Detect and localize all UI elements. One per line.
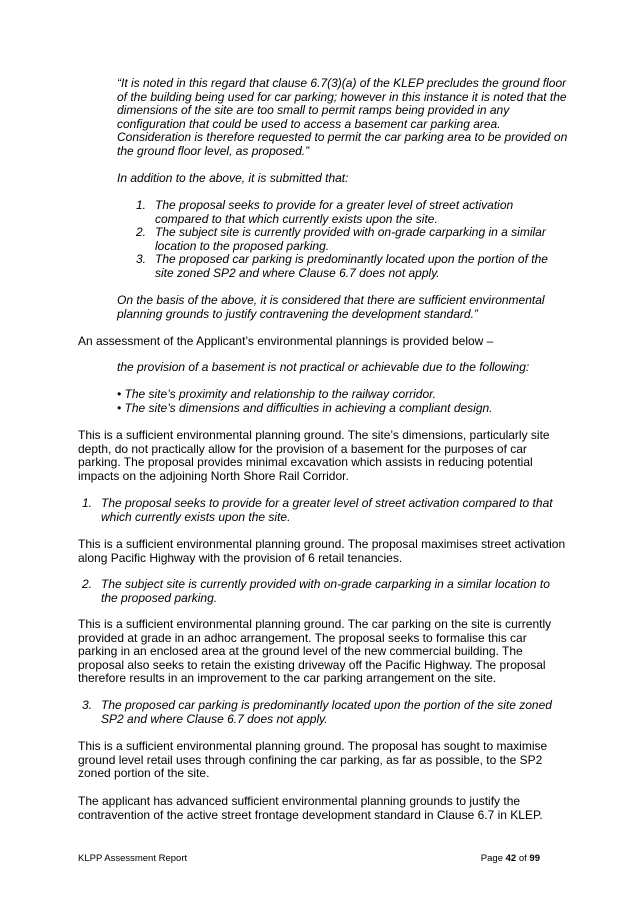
point-3: 3. The proposed car parking is predominantly located upon the portion of the site zoned SP2 and where Clause 6.7 does not apply. xyxy=(82,698,552,726)
footer-page-number: Page 42 of 99 xyxy=(480,853,540,864)
list-item: 3. The proposed car parking is predominantly located upon the portion of the site zoned SP2 and where Clause 6.7 does not apply. xyxy=(136,252,548,280)
footer-report-name: KLPP Assessment Report xyxy=(78,853,188,864)
list-item: 1. The proposal seeks to provide for a greater level of street activation compared to that which currently exists upon the site. xyxy=(136,198,514,226)
quoted-conclusion-paragraph: On the basis of the above, it is considered that there are sufficient environmental planning grounds to justify contravening the development standard.” xyxy=(117,293,545,321)
final-conclusion-paragraph: The applicant has advanced sufficient environmental planning grounds to justify the contravention of the active street frontage development standard in Clause 6.7 in KLEP. xyxy=(78,794,543,822)
list-item: 2. The subject site is currently provided with on-grade carparking in a similar location to the proposed parking. xyxy=(136,225,546,253)
quoted-numbered-list xyxy=(117,199,569,281)
quoted-addition-line: In addition to the above, it is submitted that: xyxy=(117,171,349,185)
point-2: 2. The subject site is currently provided with on-grade carparking in a similar location to the proposed parking. xyxy=(82,577,550,605)
list-item: • The site’s proximity and relationship to the railway corridor. xyxy=(117,387,437,401)
list-item: • The site’s dimensions and difficulties in achieving a compliant design. xyxy=(117,400,493,415)
quoted-intro-paragraph: “It is noted in this regard that clause 6.7(3)(a) of the KLEP precludes the ground floor of the building being used for car parking; however in this instance it is noted that the dimensions of the site are too small to permit ramps being provided in any configuration that could be used to access a basement car parking area. Consideration is therefore requested to permit the car parking area to be provided on the ground floor level, as proposed.” xyxy=(117,76,568,158)
basement-response-paragraph: This is a sufficient environmental planning ground. The site’s dimensions, particularly site depth, do not practically allow for the provision of a basement for the purposes of car parking. The proposal provides minimal excavation which assists in reducing potential impacts on the adjoining North Shore Rail Corridor. xyxy=(78,428,550,483)
point-2-response: This is a sufficient environmental planning ground. The car parking on the site is currently provided at grade in an adhoc arrangement. The proposal seeks to formalise this car parking in an enclosed area at the ground level of the new commercial building. The proposal also seeks to retain the existing driveway off the Pacific Highway. The proposal therefore results in an improvement to the car parking arrangement on the site. xyxy=(78,617,552,686)
basement-bullet-list xyxy=(117,388,569,415)
assessment-intro: An assessment of the Applicant’s environmental plannings is provided below – xyxy=(78,334,494,348)
point-3-response: This is a sufficient environmental planning ground. The proposal has sought to maximise ground level retail uses through confining the car parking, as far as possible, to the SP2 zoned portion of the site. xyxy=(78,739,548,781)
point-1: 1. The proposal seeks to provide for a greater level of street activation compared to that which currently exists upon the site. xyxy=(82,496,553,524)
basement-intro: the provision of a basement is not practical or achievable due to the following: xyxy=(117,360,530,374)
point-1-response: This is a sufficient environmental planning ground. The proposal maximises street activation along Pacific Highway with the provision of 6 retail tenancies. xyxy=(78,537,566,565)
